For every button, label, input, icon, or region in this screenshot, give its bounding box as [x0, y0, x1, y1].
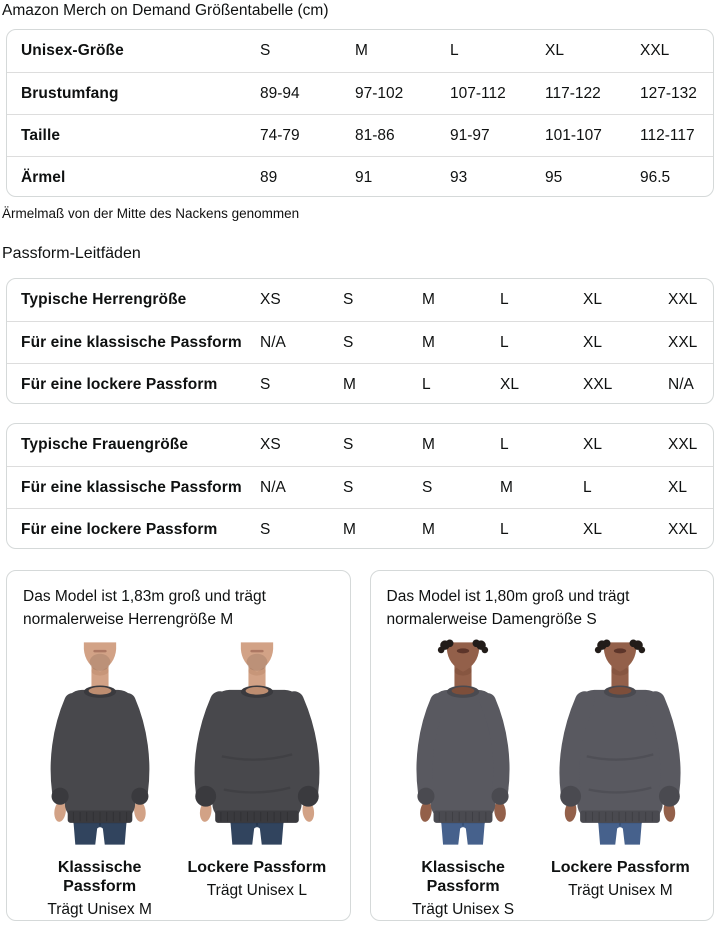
cell-value: L [450, 42, 459, 59]
row-label: Für eine klassische Passform [21, 478, 242, 496]
cell-value: 74-79 [260, 126, 300, 144]
cell-value: S [260, 375, 271, 393]
cell-value: L [500, 520, 509, 538]
sleeve-measure-note: Ärmelmaß von der Mitte des Nackens genommen [2, 206, 300, 221]
cell-value: L [583, 478, 592, 496]
fit-label: Klassische Passform [57, 859, 142, 895]
cell-value: 96.5 [640, 168, 671, 186]
cell-value: S [422, 478, 433, 496]
fit-label: Lockere Passform [551, 859, 690, 876]
cell-value: N/A [668, 375, 694, 393]
womens-model-card [370, 570, 715, 921]
worn-size-label: Trägt Unisex S [412, 901, 515, 918]
row-label: Typische Herrengröße [21, 291, 187, 308]
cell-value: M [343, 520, 356, 538]
row-label: Taille [21, 126, 61, 144]
cell-value: XL [583, 436, 602, 453]
fit-guides-heading: Passform-Leitfäden [2, 245, 141, 262]
row-label: Für eine lockere Passform [21, 520, 218, 538]
table-row [7, 466, 713, 508]
cell-value: 91 [355, 168, 373, 186]
cell-value: M [422, 436, 435, 453]
table-row [7, 114, 713, 156]
cell-value: 89 [260, 168, 278, 186]
cell-value: L [500, 333, 509, 351]
mens-model-card [6, 570, 351, 921]
cell-value: L [500, 436, 509, 453]
cell-value: M [422, 520, 435, 538]
male-model-photo-loose-fit [181, 637, 333, 850]
cell-value: XL [668, 478, 687, 496]
cell-value: N/A [260, 478, 286, 496]
cell-value: XL [500, 375, 519, 393]
cell-value: XL [583, 333, 602, 351]
male-model-photo-classic-fit [24, 637, 176, 850]
table-row [7, 508, 713, 549]
fit-label: Klassische Passform [421, 859, 505, 895]
cell-value: S [343, 436, 354, 453]
cell-value: M [355, 42, 368, 59]
table-row [7, 321, 713, 363]
fit-figure-loose [542, 637, 699, 919]
cell-value: S [343, 333, 354, 351]
row-label: Brustumfang [21, 84, 119, 102]
fit-label: Lockere Passform [187, 859, 327, 876]
row-label: Ärmel [21, 168, 66, 186]
cell-value: XL [545, 42, 564, 59]
fit-figure-classic [385, 637, 542, 919]
worn-size-label: Trägt Unisex L [206, 882, 307, 899]
cell-value: XXL [668, 291, 698, 308]
row-label: Für eine klassische Passform [21, 333, 242, 351]
cell-value: XXL [640, 42, 670, 59]
female-model-photo-classic-fit [387, 637, 539, 850]
model-description: Das Model ist 1,80m groß und trägt normalerweise Damengröße S [386, 588, 630, 628]
cell-value: 101-107 [545, 126, 602, 144]
cell-value: XS [260, 291, 281, 308]
worn-size-label: Trägt Unisex M [568, 882, 673, 899]
cell-value: M [343, 375, 356, 393]
cell-value: 81-86 [355, 126, 395, 144]
cell-value: 89-94 [260, 84, 300, 102]
cell-value: XXL [668, 333, 698, 351]
cell-value: S [260, 520, 271, 538]
figure-row [21, 637, 336, 919]
table-row [7, 30, 713, 72]
cell-value: M [500, 478, 513, 496]
cell-value: 117-122 [545, 84, 601, 102]
table-row [7, 156, 713, 197]
cell-value: 107-112 [450, 84, 506, 102]
row-label: Für eine lockere Passform [21, 375, 218, 393]
mens-fit-table [6, 278, 714, 404]
page-title: Amazon Merch on Demand Größentabelle (cm) [2, 2, 329, 19]
cell-value: XS [260, 436, 281, 453]
cell-value: 95 [545, 168, 563, 186]
table-row [7, 363, 713, 404]
table-row [7, 424, 713, 466]
cell-value: 112-117 [640, 126, 695, 144]
cell-value: L [422, 375, 431, 393]
cell-value: XL [583, 520, 602, 538]
model-description: Das Model ist 1,83m groß und trägt normalerweise Herrengröße M [23, 588, 266, 628]
table-row [7, 72, 713, 114]
fit-figure-classic [21, 637, 178, 919]
cell-value: 97-102 [355, 84, 404, 102]
worn-size-label: Trägt Unisex M [47, 901, 152, 918]
cell-value: 93 [450, 168, 468, 186]
cell-value: 91-97 [450, 126, 490, 144]
cell-value: 127-132 [640, 84, 697, 102]
cell-value: XXL [668, 436, 698, 453]
cell-value: S [260, 42, 271, 59]
cell-value: XXL [668, 520, 698, 538]
cell-value: N/A [260, 333, 286, 351]
fit-figure-loose [178, 637, 335, 919]
table-row [7, 279, 713, 321]
cell-value: S [343, 291, 354, 308]
cell-value: M [422, 333, 435, 351]
female-model-photo-loose-fit [544, 637, 696, 850]
cell-value: S [343, 478, 354, 496]
figure-row [385, 637, 700, 919]
cell-value: M [422, 291, 435, 308]
row-label: Typische Frauengröße [21, 436, 189, 453]
unisex-size-table [6, 29, 714, 197]
cell-value: L [500, 291, 509, 308]
cell-value: XL [583, 291, 602, 308]
cell-value: XXL [583, 375, 613, 393]
womens-fit-table [6, 423, 714, 549]
model-cards-row [6, 570, 714, 921]
row-label: Unisex-Größe [21, 42, 124, 59]
